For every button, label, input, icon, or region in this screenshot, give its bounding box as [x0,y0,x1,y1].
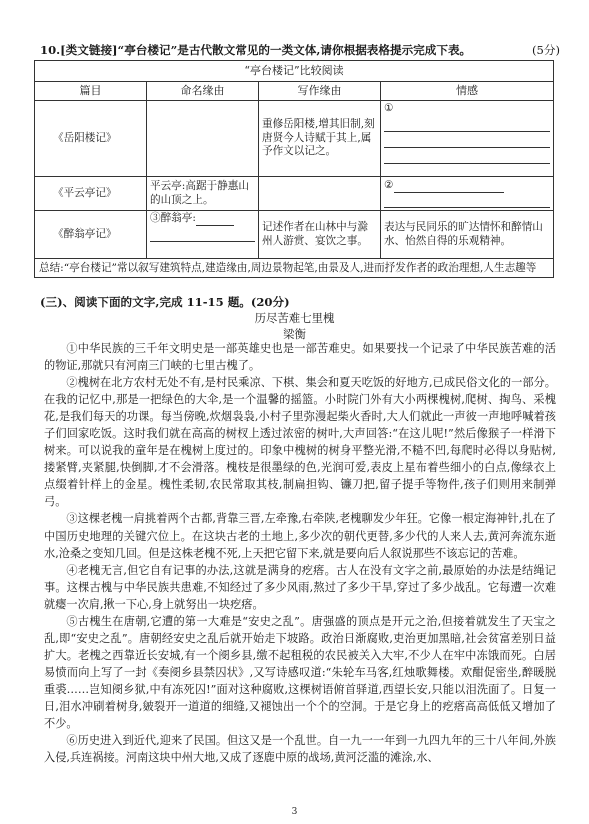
row-title: 《醉翁亭记》 [35,211,147,259]
table-row [35,177,554,211]
header-reason: 写作缘由 [259,82,381,101]
row-reason: 记述作者在山林中与滁州人游赏、宴饮之事。 [259,211,381,259]
answer-line [384,195,550,208]
question-text: “亭台楼记”是古代散文常见的一类文体,请你根据表格提示完成下表。 [117,43,472,57]
article-title: 历尽苦难七里槐 [254,311,335,325]
table-summary: 总结:“亭台楼记”常以叙写建筑特点,建造缘由,周边景物起笔,由景及人,进而抒发作者的政治理想,人生志趣等 [35,259,554,278]
answer-line [384,135,550,148]
article-body [44,340,556,766]
row-naming-empty [147,101,259,177]
row-naming: 平云亭:高踞于静惠山的山顶之上。 [147,177,259,211]
answer-line [150,229,255,242]
row-reason-empty [259,177,381,211]
header-naming: 命名缘由 [147,82,259,101]
paragraph: ③这棵老槐一肩挑着两个古都,背靠三晋,左牵豫,右牵陕,老槐聊发少年狂。它像一根定海神针,扎在了中国历史地理的关键穴位上。在这块古老的土地上,多少次的朝代更替,多少代的人来人去,黄河奔流东逝水,沧桑之变知几回。但是这株老槐不死,上天把它留下来,就是要向后人叙说那些不该忘记的苦难。 [44,512,556,560]
question-10 [40,42,560,58]
answer-blank [196,214,234,226]
comparison-table [34,60,554,278]
question-score: (5分) [531,43,560,57]
answer-line [384,151,550,164]
article-author: 梁衡 [283,327,306,341]
paragraph: ①中华民族的三千年文明史是一部英雄史也是一部苦难史。如果要找一个记录了中华民族苦难的活的物证,那就只有河南三门峡的七里古槐了。 [44,342,556,373]
header-emotion: 情感 [381,82,554,101]
answer-blank [394,181,504,193]
row-reason: 重修岳阳楼,增其旧制,刻唐贤今人诗赋于其上,属予作文以记之。 [259,101,381,177]
table-row [35,101,554,177]
paragraph: ④老槐无言,但它自有记事的办法,这就是满身的疙瘩。古人在没有文字之前,最原始的办法是结绳记事。这棵古槐与中华民族共患难,不知经过了多少风雨,熬过了多少干旱,穿过了多少战乱。它每遭一次难就瘿一次肩,揪一下心,身上就努出一块疙瘩。 [44,563,556,611]
row-title: 《平云亭记》 [35,177,147,211]
answer-line [384,119,550,132]
answer-label: ③醉翁亭: [150,212,196,224]
row-emotion: 表达与民同乐的旷达情怀和醉情山水、怡然自得的乐观精神。 [381,211,554,259]
paragraph: ②槐树在北方农村无处不有,是村民乘凉、下棋、集会和夏天吃饭的好地方,已成民俗文化的一部分。在我的记忆中,那是一把绿色的大伞,是一个温馨的摇篮。小时院门外有大小两棵槐树,爬树、掏鸟、采槐花,是我们每天的功课。每当傍晚,炊烟袅袅,小村子里弥漫起柴火香时,大人们就此一声彼一声地呼喊着孩子们回家吃饭。这时我们就在高高的树杈上透过浓密的树叶,大声回答:“在这儿呢!”然后像猴子一样滑下树来。可以说我的童年是在槐树上度过的。印象中槐树的树身平整光滑,不糙不凹,每爬时必得以身贴树,搂紧臂,夹紧腿,快倒脚,才不会滑落。槐枝是很墨绿的色,光润可爱,表皮上星布着些细小的白点,像绿衣上点缀着针样上的金星。槐性柔韧,农民常取其枝,制扁担钩、镰刀把,留子提手等物件,孩子们则用来制弹弓。 [44,376,556,509]
question-tag: [类文链接] [60,43,118,57]
header-title: 篇目 [35,82,147,101]
table-title: “亭台楼记”比较阅读 [35,61,554,82]
paragraph: ⑤古槐生在唐朝,它遭的第一大难是“安史之乱”。唐强盛的顶点是开元之治,但接着就发生了天宝之乱,即“安史之乱”。唐朝经安史之乱后就开始走下坡路。政治日渐腐败,吏治更加黑暗,社会贫富差别日益扩大。老槐之西靠近长安城,有一个阌乡县,缴不起租税的农民被关入大牢,不少人在牢中冻饿而死。白居易愤而向上写了一封《奏阌乡县禁囚状》,又写诗感叹道:“朱轮车马客,红烛歌舞楼。欢酣促密坐,醉暖脱重裘……岂知阌乡狱,中有冻死囚!”面对这种腐败,这棵树语俯首驿道,西望长安,只能以泪洗面了。日复一日,泪水冲刷着树身,皴裂开一道道的细缝,又褪蚀出一个个的空洞。于是它身上的疙瘩高高低低又增加了不少。 [44,614,556,731]
answer-cell-2[interactable] [381,177,554,211]
page-number: 3 [291,807,298,817]
section-heading: (三)、阅读下面的文字,完成 11-15 题。(20分) [40,295,290,309]
answer-label: ② [384,179,394,192]
answer-cell-3[interactable] [147,211,259,259]
answer-cell-1[interactable] [381,101,554,177]
question-number: 10. [40,43,61,57]
paragraph: ⑥历史进入到近代,迎来了民国。但这又是一个乱世。自一九一一年到一九四九年的三十八年间,外族入侵,兵连祸接。河南这块中州大地,又成了逐鹿中原的战场,黄河泛滥的滩涂,水、 [44,734,556,765]
table-row [35,211,554,259]
answer-label: ① [384,102,394,114]
row-title: 《岳阳楼记》 [35,101,147,177]
